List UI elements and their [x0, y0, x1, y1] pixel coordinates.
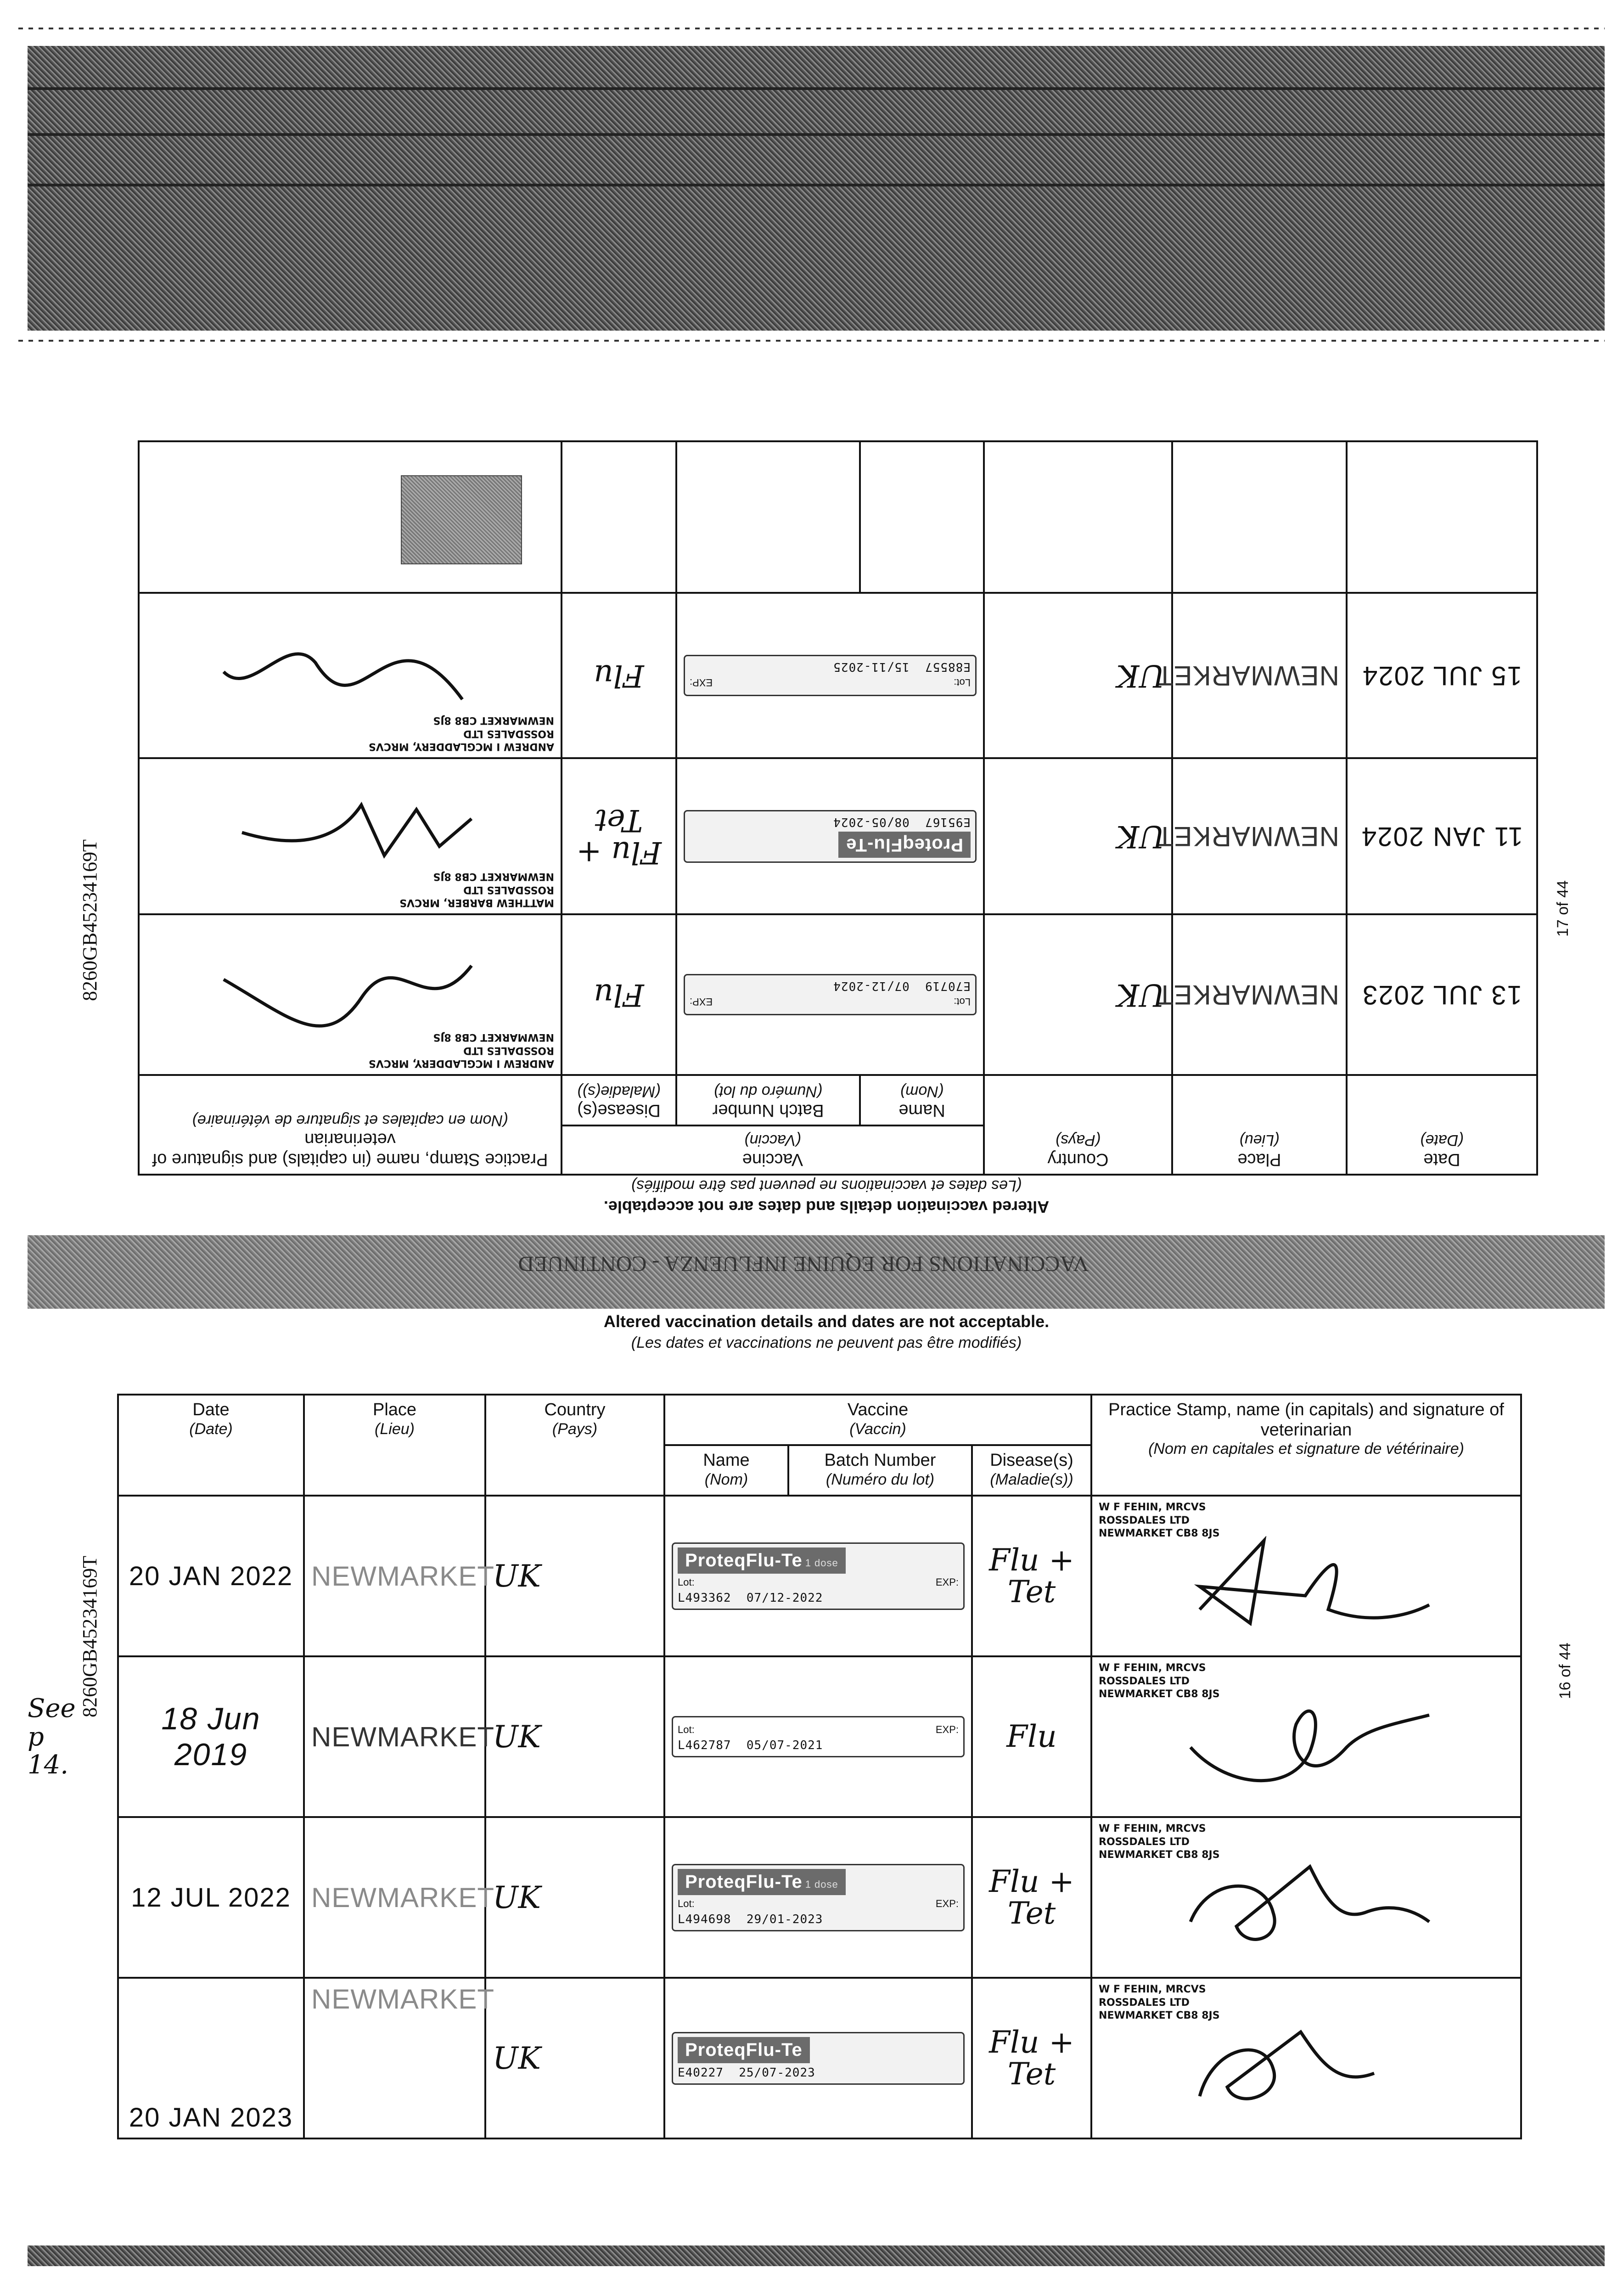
handwritten-margin-note: See p 14.	[28, 1694, 76, 1780]
redacted-stamp-box	[401, 475, 522, 564]
row-date: 15 JUL 2024	[1347, 593, 1537, 758]
lower-vaccination-table	[117, 1394, 1522, 2139]
row-place: NEWMARKET	[1172, 758, 1347, 914]
row-country: UK	[485, 1817, 664, 1978]
row-practice	[1091, 1978, 1521, 2138]
row-practice	[139, 758, 562, 914]
upper-section-title: VACCINATIONS FOR EQUINE INFLUENZA - CONTINUED	[518, 1251, 1089, 1276]
row-date: 18 Jun 2019	[118, 1656, 304, 1817]
upper-page-number: 17 of 44	[1554, 880, 1572, 937]
table-row	[118, 1656, 1521, 1817]
row-date: 13 JUL 2023	[1347, 914, 1537, 1075]
row-disease: Flu + Tet	[562, 758, 676, 914]
upper-page	[138, 427, 1538, 1176]
row-practice	[1091, 1656, 1521, 1817]
row-country: UK	[485, 1496, 664, 1656]
table-row	[139, 758, 1537, 914]
row-place: NEWMARKET	[304, 1817, 485, 1978]
col-name-header: Name (Nom)	[664, 1445, 788, 1496]
practice-stamp: W F FEHIN, MRCVS ROSSDALES LTD NEWMARKET CB8 8JS	[1099, 1984, 1220, 2022]
row-place: NEWMARKET	[304, 1656, 485, 1817]
practice-stamp: W F FEHIN, MRCVS ROSSDALES LTD NEWMARKET CB8 8JS	[1099, 1662, 1220, 1700]
row-country: UK	[984, 914, 1172, 1075]
upper-notice: Altered vaccination details and dates are not acceptable. (Les dates et vaccinations ne peuvent pas être modifiés)	[603, 1177, 1050, 1216]
practice-stamp: W F FEHIN, MRCVS ROSSDALES LTD NEWMARKET CB8 8JS	[1099, 1502, 1220, 1540]
col-date-header: Date (Date)	[1347, 1075, 1537, 1175]
vaccine-label: Lot: EXP: E70719 07/12-2024	[676, 914, 984, 1075]
table-row	[118, 1978, 1521, 2138]
practice-stamp: W F FEHIN, MRCVS ROSSDALES LTD NEWMARKET CB8 8JS	[1099, 1823, 1220, 1861]
vet-signature	[1099, 2023, 1514, 2101]
col-practice-header: Practice Stamp, name (in capitals) and signature of veterinarian (Nom en capitales et signature de vétérinaire)	[1091, 1395, 1521, 1496]
lower-notice: Altered vaccination details and dates are not acceptable. (Les dates et vaccinations ne peuvent pas être modifiés)	[603, 1312, 1050, 1351]
upper-vaccination-table	[138, 440, 1538, 1176]
col-batch-header: Batch Number (Numéro du lot)	[788, 1445, 972, 1496]
row-disease: Flu + Tet	[972, 1978, 1091, 2138]
table-row	[118, 1817, 1521, 1978]
row-practice	[139, 593, 562, 758]
col-name-header: Name (Nom)	[860, 1075, 984, 1125]
vet-signature	[146, 791, 554, 869]
row-disease: Flu + Tet	[972, 1496, 1091, 1656]
table-row-empty	[139, 441, 1537, 593]
row-disease: Flu	[972, 1656, 1091, 1817]
row-place: NEWMARKET	[304, 1496, 485, 1656]
col-vaccine-header: Vaccine (Vaccin)	[664, 1395, 1091, 1445]
row-country: UK	[984, 593, 1172, 758]
row-date: 12 JUL 2022	[118, 1817, 304, 1978]
vet-signature	[146, 952, 554, 1030]
col-practice-header: Practice Stamp, name (in capitals) and signature of veterinarian (Nom en capitales et signature de vétérinaire)	[139, 1075, 562, 1175]
row-date: 11 JAN 2024	[1347, 758, 1537, 914]
practice-stamp: ANDREW I MCGLADDERY, MRCVS ROSSDALES LTD NEWMARKET CB8 8JS	[368, 1031, 554, 1069]
col-country-header: Country (Pays)	[485, 1395, 664, 1496]
table-row	[139, 914, 1537, 1075]
col-vaccine-header: Vaccine (Vaccin)	[562, 1125, 984, 1175]
row-place: NEWMARKET	[304, 1978, 485, 2138]
col-batch-header: Batch Number (Numéro du lot)	[676, 1075, 860, 1125]
vaccine-label: Lot: EXP: E88557 15/11-2025	[676, 593, 984, 758]
table-row	[118, 1496, 1521, 1656]
vaccine-label: ProteqFlu-Te 1 dose Lot: EXP: L494698 29/01-2023	[664, 1817, 972, 1978]
row-practice	[139, 914, 562, 1075]
scan-noise-line	[18, 28, 1605, 29]
row-place: NEWMARKET	[1172, 593, 1347, 758]
vet-signature	[1099, 1541, 1514, 1619]
vet-signature	[1099, 1701, 1514, 1779]
vaccine-label: ProteqFlu-Te 1 dose Lot: EXP: L493362 07/12-2022	[664, 1496, 972, 1656]
table-row	[139, 593, 1537, 758]
row-disease: Flu	[562, 914, 676, 1075]
scan-dark-band-bottom	[28, 2245, 1605, 2266]
row-practice	[1091, 1817, 1521, 1978]
row-country: UK	[485, 1656, 664, 1817]
vet-signature	[146, 635, 554, 713]
vaccine-label: Lot: EXP: L462787 05/07-2021	[664, 1656, 972, 1817]
row-date: 20 JAN 2022	[118, 1496, 304, 1656]
practice-stamp: MATTHEW BARBER, MRCVS ROSSDALES LTD NEWMARKET CB8 8JS	[399, 871, 554, 909]
row-country: UK	[984, 758, 1172, 914]
row-place: NEWMARKET	[1172, 914, 1347, 1075]
row-disease: Flu + Tet	[972, 1817, 1091, 1978]
lower-page-number: 16 of 44	[1556, 1643, 1574, 1699]
col-disease-header: Disease(s) (Maladie(s))	[562, 1075, 676, 1125]
lower-passport-id: 8260GB45234169T	[79, 1556, 101, 1717]
scan-noise-line	[18, 340, 1605, 342]
vaccine-label: ProteqFlu-Te E40227 25/07-2023	[664, 1978, 972, 2138]
lower-page	[117, 1394, 1522, 2139]
row-date: 20 JAN 2023	[118, 1978, 304, 2138]
col-date-header: Date (Date)	[118, 1395, 304, 1496]
col-place-header: Place (Lieu)	[304, 1395, 485, 1496]
col-country-header: Country (Pays)	[984, 1075, 1172, 1175]
upper-passport-id: 8260GB45234169T	[79, 839, 101, 1001]
vet-signature	[1099, 1862, 1514, 1940]
practice-stamp: ANDREW I MCGLADDERY, MRCVS ROSSDALES LTD NEWMARKET CB8 8JS	[368, 715, 554, 753]
row-practice	[1091, 1496, 1521, 1656]
row-disease: Flu	[562, 593, 676, 758]
col-disease-header: Disease(s) (Maladie(s))	[972, 1445, 1091, 1496]
row-country: UK	[485, 1978, 664, 2138]
col-place-header: Place (Lieu)	[1172, 1075, 1347, 1175]
scan-dark-band-top	[28, 46, 1605, 331]
vaccine-label: ProteqFlu-Te E95167 08/05-2024	[676, 758, 984, 914]
